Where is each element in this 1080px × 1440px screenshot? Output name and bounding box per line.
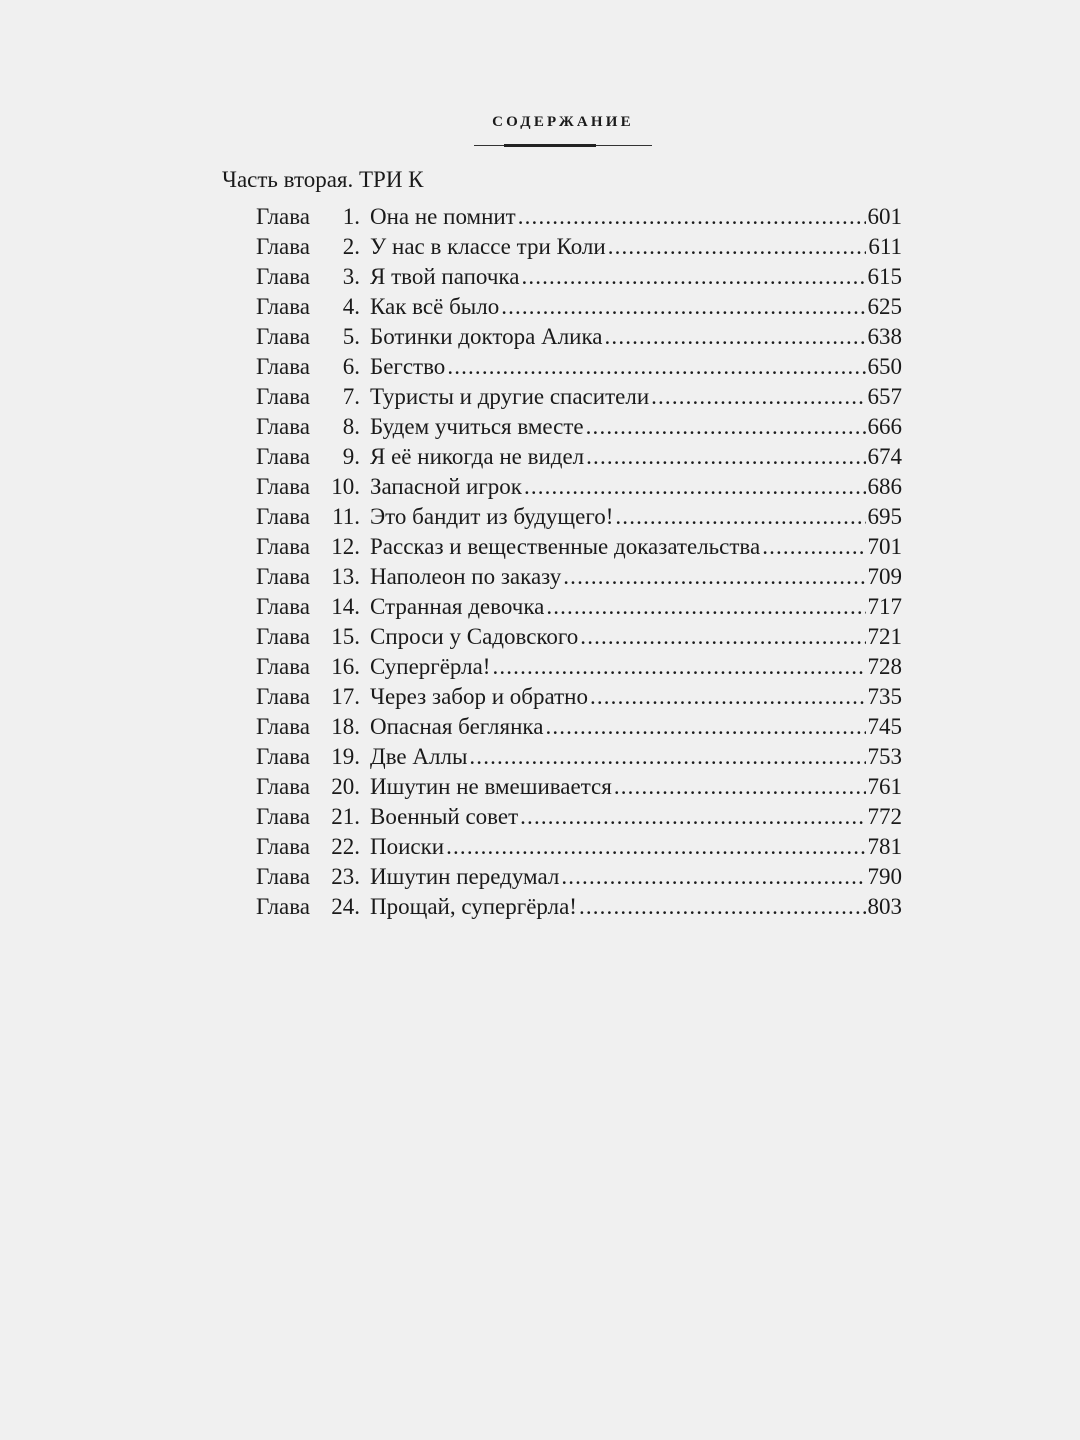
chapter-title: Она не помнит [370,204,516,229]
dot-leader [614,772,866,802]
toc-entry [256,472,902,502]
chapter-page-number: 709 [867,564,902,589]
dot-leader [579,892,866,922]
chapter-page-number: 721 [867,624,902,649]
dot-leader [446,832,865,862]
dot-leader [561,862,865,892]
chapter-page-number: 772 [867,804,902,829]
dot-leader [580,622,865,652]
chapter-title: Я твой папочка [370,264,520,289]
chapter-title: Будем учиться вместе [370,414,584,439]
toc-entry [256,322,902,352]
chapter-word: Глава [256,354,311,379]
toc-entry [256,592,902,622]
chapter-page-number: 790 [867,864,902,889]
chapter-number: 24. [331,894,360,919]
chapter-word: Глава [256,894,311,919]
chapter-title: Ботинки доктора Алика [370,324,603,349]
chapter-word: Глава [256,654,311,679]
chapter-title: У нас в классе три Коли [370,234,606,259]
chapter-number: 2. [342,234,360,259]
dot-leader [521,262,865,292]
chapter-number: 22. [331,834,360,859]
chapter-number: 11. [332,504,360,529]
part-title: Часть вторая. ТРИ К [222,167,424,192]
heading-rule-thick [504,144,596,147]
toc-entry [256,772,902,802]
chapter-page-number: 728 [867,654,902,679]
chapter-word: Глава [256,804,311,829]
chapter-title: Военный совет [370,804,519,829]
chapter-title: Как всё было [370,294,500,319]
dot-leader [546,592,865,622]
toc-entry [256,292,902,322]
toc-list [256,202,902,922]
chapter-number: 14. [331,594,360,619]
toc-entry [256,442,902,472]
chapter-number: 23. [331,864,360,889]
dot-leader [586,442,865,472]
dot-leader [520,802,865,832]
chapter-number: 10. [331,474,360,499]
chapter-number: 15. [331,624,360,649]
dot-leader [469,742,865,772]
chapter-page-number: 701 [867,534,902,559]
chapter-word: Глава [256,684,311,709]
chapter-word: Глава [256,384,311,409]
chapter-page-number: 735 [867,684,902,709]
toc-entry [256,532,902,562]
chapter-title: Две Аллы [370,744,468,769]
chapter-title: Странная девочка [370,594,545,619]
dot-leader [447,352,865,382]
chapter-word: Глава [256,324,311,349]
dot-leader [563,562,865,592]
chapter-page-number: 717 [867,594,902,619]
toc-entry [256,742,902,772]
dot-leader [651,382,865,412]
chapter-number: 6. [342,354,360,379]
chapter-number: 9. [342,444,360,469]
chapter-word: Глава [256,834,311,859]
chapter-page-number: 666 [867,414,902,439]
toc-entry [256,802,902,832]
chapter-word: Глава [256,624,311,649]
dot-leader [590,682,866,712]
chapter-title: Туристы и другие спасители [370,384,650,409]
chapter-page-number: 611 [868,234,902,259]
dot-leader [586,412,866,442]
chapter-word: Глава [256,264,311,289]
chapter-title: Спроси у Садовского [370,624,579,649]
chapter-word: Глава [256,234,311,259]
chapter-word: Глава [256,534,311,559]
dot-leader [608,232,867,262]
dot-leader [762,532,865,562]
chapter-page-number: 761 [867,774,902,799]
chapter-word: Глава [256,414,311,439]
chapter-word: Глава [256,564,311,589]
dot-leader [492,652,865,682]
toc-entry [256,712,902,742]
chapter-word: Глава [256,774,311,799]
chapter-title: Запасной игрок [370,474,522,499]
chapter-word: Глава [256,474,311,499]
chapter-number: 7. [342,384,360,409]
chapter-title: Через забор и обратно [370,684,588,709]
chapter-number: 20. [331,774,360,799]
chapter-number: 17. [331,684,360,709]
contents-header [474,112,652,149]
chapter-title: Бегство [370,354,446,379]
chapter-page-number: 601 [867,204,902,229]
chapter-word: Глава [256,864,311,889]
chapter-title: Наполеон по заказу [370,564,562,589]
chapter-title: Это бандит из будущего! [370,504,614,529]
chapter-page-number: 753 [867,744,902,769]
toc-entry [256,382,902,412]
chapter-page-number: 674 [867,444,902,469]
chapter-page-number: 745 [867,714,902,739]
chapter-word: Глава [256,504,311,529]
chapter-number: 1. [342,204,360,229]
chapter-number: 5. [342,324,360,349]
chapter-number: 4. [342,294,360,319]
contents-heading: СОДЕРЖАНИЕ [492,114,634,130]
dot-leader [615,502,865,532]
chapter-word: Глава [256,294,311,319]
chapter-word: Глава [256,714,311,739]
dot-leader [605,322,866,352]
chapter-page-number: 638 [867,324,902,349]
dot-leader [545,712,865,742]
chapter-page-number: 650 [867,354,902,379]
chapter-word: Глава [256,204,311,229]
chapter-title: Поиски [370,834,445,859]
toc-entry [256,862,902,892]
chapter-word: Глава [256,594,311,619]
chapter-number: 16. [331,654,360,679]
dot-leader [524,472,866,502]
chapter-page-number: 657 [867,384,902,409]
toc-entry [256,412,902,442]
chapter-title: Рассказ и вещественные доказательства [370,534,761,559]
toc-entry [256,352,902,382]
dot-leader [518,202,866,232]
toc-entry [256,892,902,922]
chapter-number: 19. [331,744,360,769]
dot-leader [501,292,865,322]
chapter-page-number: 695 [867,504,902,529]
toc-entry [256,202,902,232]
toc-entry [256,232,902,262]
toc-entry [256,562,902,592]
chapter-word: Глава [256,444,311,469]
chapter-page-number: 803 [867,894,902,919]
chapter-number: 12. [331,534,360,559]
toc-entry [256,262,902,292]
chapter-number: 8. [342,414,360,439]
chapter-title: Опасная беглянка [370,714,544,739]
chapter-word: Глава [256,744,311,769]
toc-entry [256,502,902,532]
chapter-page-number: 625 [867,294,902,319]
chapter-page-number: 686 [867,474,902,499]
toc-entry [256,622,902,652]
chapter-number: 13. [331,564,360,589]
chapter-title: Ишутин не вмешивается [370,774,612,799]
chapter-page-number: 781 [867,834,902,859]
heading-rule [474,143,652,149]
chapter-title: Супергёрла! [370,654,491,679]
chapter-title: Ишутин передумал [370,864,560,889]
chapter-number: 18. [331,714,360,739]
toc-entry [256,682,902,712]
toc-entry [256,832,902,862]
toc-entry [256,652,902,682]
chapter-title: Прощай, супергёрла! [370,894,577,919]
chapter-title: Я её никогда не видел [370,444,585,469]
chapter-number: 21. [331,804,360,829]
chapter-page-number: 615 [867,264,902,289]
chapter-number: 3. [342,264,360,289]
